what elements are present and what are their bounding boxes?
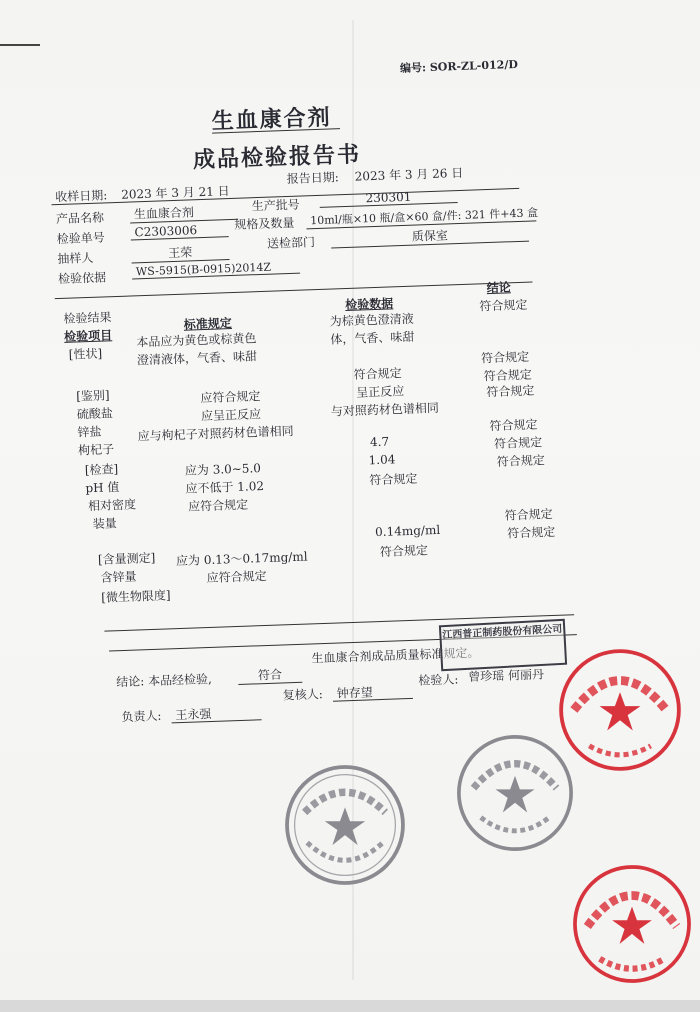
row-ident-item: [鉴别] xyxy=(75,388,110,404)
row-sulfate-conclusion: 符合规定 xyxy=(480,349,530,366)
row-micro-std: 应符合规定 xyxy=(206,568,267,586)
spec-value: 10ml/瓶×10 瓶/盒×60 盒/件: 321 件+43 盒 xyxy=(306,204,536,229)
inspector-names: 曾珍瑶 何丽丹 xyxy=(468,667,545,684)
red-seal-bottom-graphic xyxy=(570,862,694,986)
company-rect-stamp xyxy=(439,619,567,672)
company-rect-stamp-text: 江西普正制药股份有限公司 xyxy=(442,623,563,642)
col-result-group: 检验结果 xyxy=(63,310,112,326)
reviewer-label: 复核人: xyxy=(282,687,324,703)
inspection-no-label: 检验单号 xyxy=(56,230,105,247)
row-density-data: 1.04 xyxy=(368,452,396,468)
row-ph-data: 4.7 xyxy=(369,434,390,450)
row-fill-conclusion: 符合规定 xyxy=(496,453,545,469)
header-rule xyxy=(55,281,533,299)
row-zinc-content-item: 含锌量 xyxy=(100,569,137,585)
product-title: 生血康合剂 xyxy=(211,104,333,135)
col-conclusion: 结论 xyxy=(486,280,511,296)
row-goji-item: 枸杞子 xyxy=(77,442,115,458)
responsible-name: 王永强 xyxy=(175,706,212,723)
row-sulfate-std: 应符合规定 xyxy=(200,389,261,406)
sampler: 王荣 xyxy=(131,242,230,263)
row-density-std: 应不低于 1.02 xyxy=(185,478,265,496)
row-goji-std: 应与枸杞子对照药材色谱相同 xyxy=(137,423,294,444)
row-ph-std: 应为 3.0~5.0 xyxy=(184,461,262,478)
sampler-label: 抽样人 xyxy=(57,250,94,267)
red-seal-bottom xyxy=(570,862,694,986)
gray-seal-left-graphic xyxy=(282,762,408,888)
dept: 质保室 xyxy=(331,224,530,249)
row-fill-std: 应符合规定 xyxy=(187,497,249,514)
receive-date: 2023 年 3 月 21 日 xyxy=(120,184,230,202)
row-zinc-item: 锌盐 xyxy=(77,424,102,440)
product-name: 生血康合剂 xyxy=(130,202,239,224)
row-micro-item: [微生物限度] xyxy=(101,588,171,605)
col-data: 检验数据 xyxy=(344,296,394,313)
row-ph-item: pH 值 xyxy=(85,480,120,496)
red-seal-right-graphic xyxy=(556,646,684,774)
row-sulfate-data: 符合规定 xyxy=(353,366,402,382)
report-date: 2023 年 3 月 26 日 xyxy=(354,165,464,184)
row-fill-item: 装量 xyxy=(92,516,117,531)
row-assay-item: [含量测定] xyxy=(97,550,156,567)
inspection-no: C2303006 xyxy=(130,222,228,240)
row-micro-data: 符合规定 xyxy=(379,543,429,559)
reviewer-name: 钟存望 xyxy=(336,685,373,701)
row-zinc-content-conclusion: 符合规定 xyxy=(504,506,553,523)
row-micro-conclusion: 符合规定 xyxy=(507,524,556,541)
batch-label: 生产批号 xyxy=(251,197,300,214)
row-check-item: [检查] xyxy=(84,462,119,478)
row-appearance-conclusion: 符合规定 xyxy=(479,297,528,314)
basis: WS-5915(B-0915)2014Z xyxy=(132,260,300,280)
row-ph-conclusion: 符合规定 xyxy=(489,417,538,434)
row-density-conclusion: 符合规定 xyxy=(493,435,543,451)
row-goji-conclusion: 符合规定 xyxy=(486,383,535,400)
spec-label: 规格及数量 xyxy=(234,215,295,232)
row-sulfate-item: 硫酸盐 xyxy=(76,406,114,422)
col-standard: 标准规定 xyxy=(183,316,233,332)
batch-number: 230301 xyxy=(319,188,457,208)
row-appearance-std-1: 本品应为黄色或棕黄色 xyxy=(136,331,257,350)
row-appearance-data-1: 为棕黄色澄清液 xyxy=(329,311,414,329)
row-zinc-content-std: 应为 0.13～0.17mg/ml xyxy=(175,549,308,569)
doc-code: 编号: SOR-ZL-012/D xyxy=(399,57,519,75)
receive-date-label: 收样日期: xyxy=(55,188,108,205)
gray-seal-left xyxy=(282,762,408,888)
conclusion-result: 符合 xyxy=(238,665,303,685)
inspector-label: 检验人: xyxy=(418,672,459,688)
report-date-label: 报告日期: xyxy=(286,170,340,187)
product-name-label: 产品名称 xyxy=(55,210,105,227)
row-zinc-conclusion: 符合规定 xyxy=(483,367,532,384)
row-fill-data: 符合规定 xyxy=(369,471,418,488)
row-goji-data: 与对照药材色谱相同 xyxy=(330,400,440,419)
red-seal-right xyxy=(556,646,684,774)
row-zinc-std: 应呈正反应 xyxy=(200,407,262,424)
responsible-label: 负责人: xyxy=(121,708,162,725)
row-zinc-content-data: 0.14mg/ml xyxy=(374,522,441,540)
dept-label: 送检部门 xyxy=(266,235,316,251)
conclusion-suffix: 生血康合剂成品质量标准规定。 xyxy=(311,645,480,666)
row-density-item: 相对密度 xyxy=(87,497,137,514)
basis-label: 检验依据 xyxy=(57,270,107,287)
row-zinc-data: 呈正反应 xyxy=(356,384,405,400)
row-appearance-std-2: 澄清液体，气香、味甜 xyxy=(136,349,258,368)
row-appearance-data-2: 体，气香、味甜 xyxy=(330,329,415,347)
report-title: 成品检验报告书 xyxy=(192,141,362,174)
row-appearance-item: [性状] xyxy=(68,346,103,362)
conclusion-prefix: 结论: 本品经检验, xyxy=(115,671,213,690)
col-item: 检验项目 xyxy=(63,328,113,344)
